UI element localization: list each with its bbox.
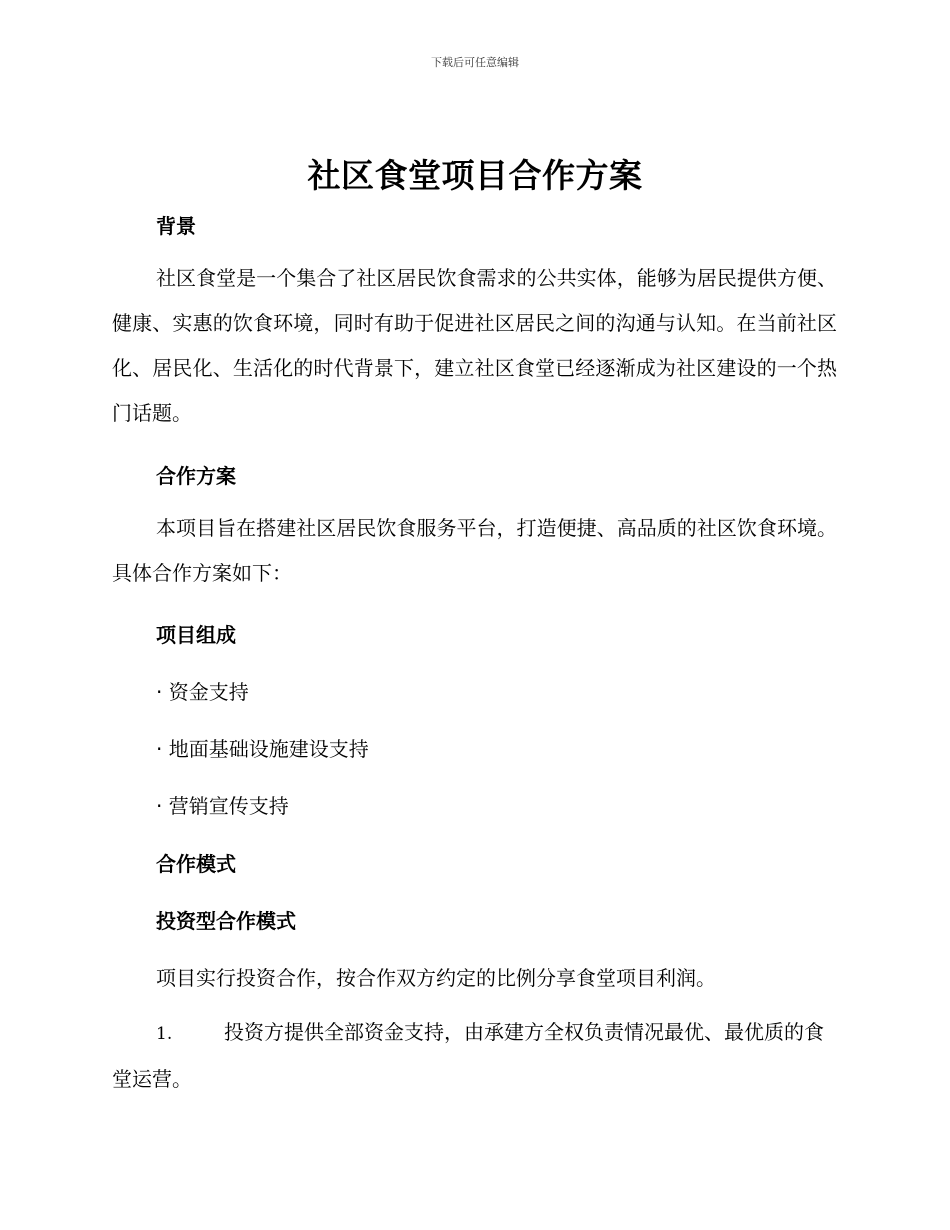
list-item-infrastructure: · 地面基础设施建设支持 [156, 737, 369, 761]
document-title: 社区食堂项目合作方案 [307, 156, 643, 195]
paragraph-cooperation-plan [112, 506, 837, 596]
list-item-funding: · 资金支持 [156, 680, 249, 704]
numbered-item [112, 1010, 837, 1102]
paragraph-background [112, 256, 837, 436]
heading-cooperation-plan: 合作方案 [156, 464, 236, 488]
numbered-item-text: 投资方提供全部资金支持，由承建方全权负责情况最优、最优质的食堂运营。 [112, 1020, 824, 1091]
page-header-note: 下载后可任意编辑 [431, 56, 519, 69]
paragraph-investment: 项目实行投资合作，按合作双方约定的比例分享食堂项目利润。 [156, 966, 716, 990]
heading-cooperation-mode: 合作模式 [156, 852, 236, 876]
heading-investment-mode: 投资型合作模式 [156, 909, 296, 933]
list-item-marketing: · 营销宣传支持 [156, 794, 289, 818]
paragraph-cooperation-plan-text: 本项目旨在搭建社区居民饮食服务平台，打造便捷、高品质的社区饮食环境。具体合作方案如下： [112, 516, 837, 585]
paragraph-background-text: 社区食堂是一个集合了社区居民饮食需求的公共实体，能够为居民提供方便、健康、实惠的饮食环境，同时有助于促进社区居民之间的沟通与认知。在当前社区化、居民化、生活化的时代背景下，建立社区食堂已经逐渐成为社区建设的一个热门话题。 [112, 266, 837, 425]
numbered-item-number: 1. [156, 1024, 173, 1044]
heading-background: 背景 [156, 214, 196, 238]
heading-project-composition: 项目组成 [156, 623, 236, 647]
